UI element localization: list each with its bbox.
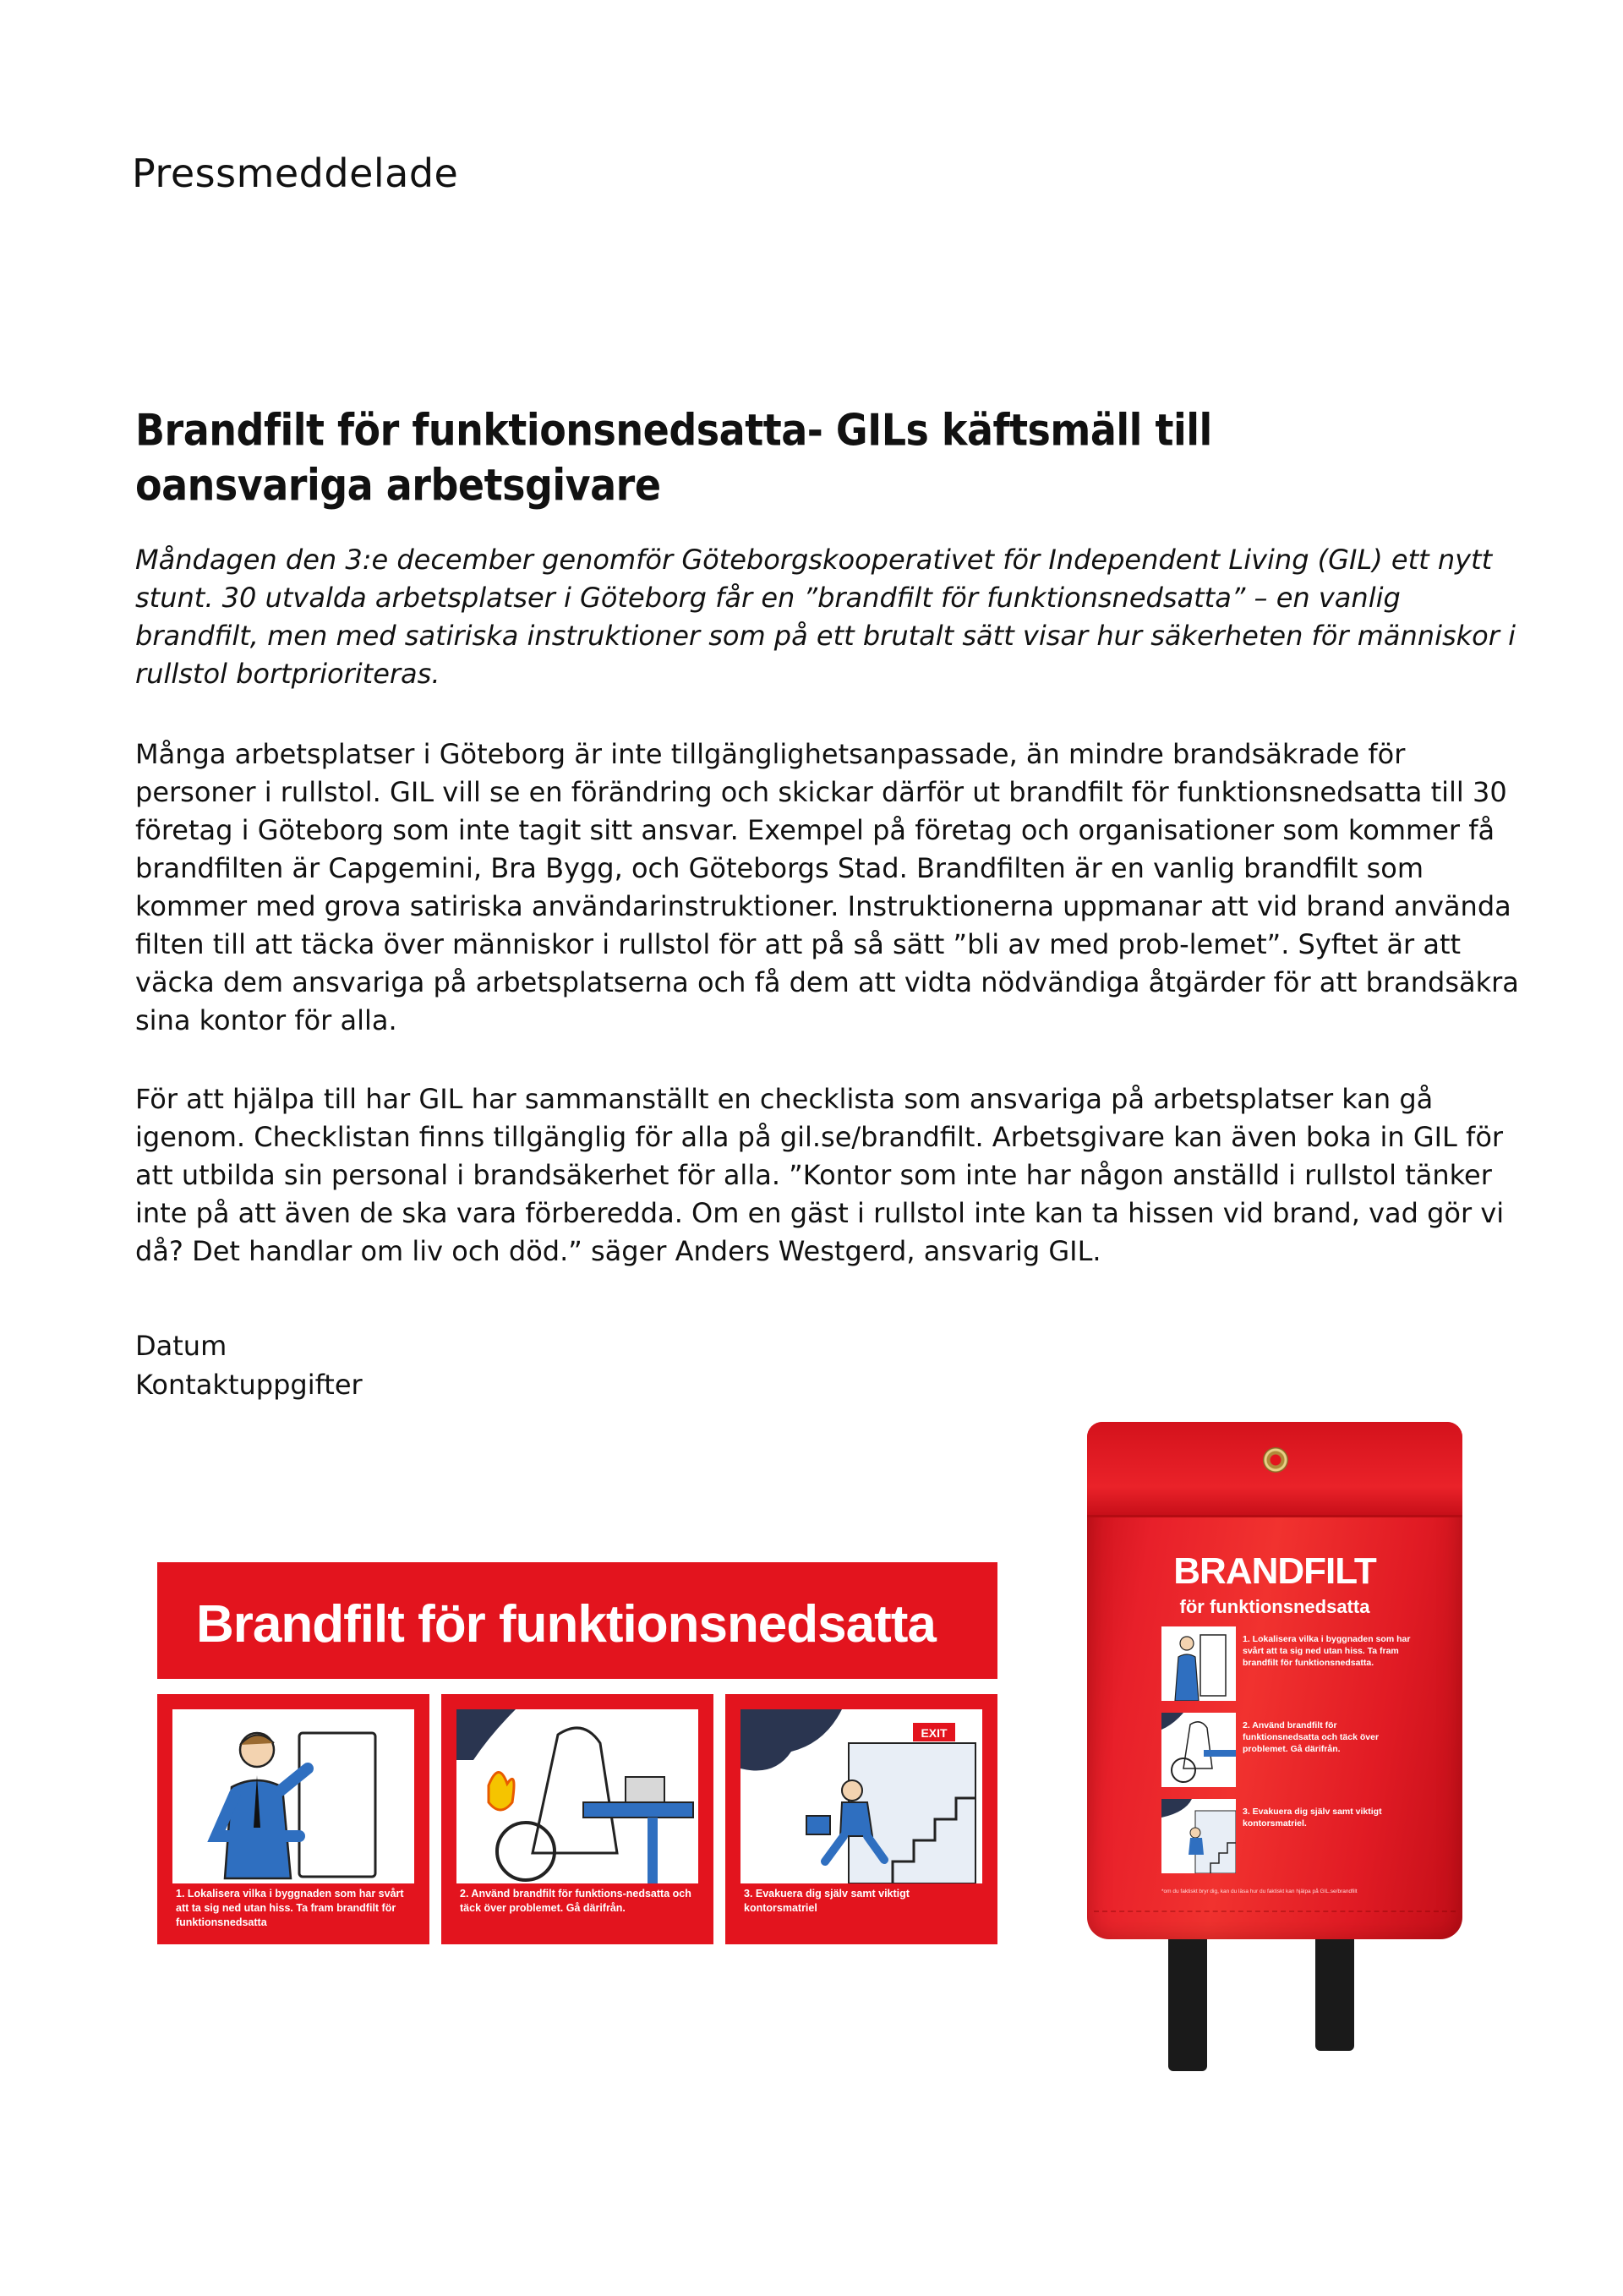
pouch-step-1	[1161, 1626, 1420, 1704]
grommet-icon	[1263, 1447, 1288, 1473]
pouch-flap	[1087, 1422, 1462, 1517]
exit-sign-text: EXIT	[921, 1726, 948, 1740]
contact-line: Kontaktuppgifter	[135, 1369, 363, 1401]
body-paragraph-1: Många arbetsplatser i Göteborg är inte tillgänglighetsanpassade, än mindre brandsäkrade för personer i rullstol. GIL vill se en förändring och skickar därför ut brandfilt för funktionsnedsatta till 30 företag i Göteborg som inte tagit sitt ansvar. Exempel på företag och organisationer som kommer få brandfilten är Capgemini, Bra Bygg, och Göteborgs Stad. Brandfilten är en vanlig brandfilt som kommer med grova satiriska användarinstruktioner. Instruktionerna uppmanar att vid brand använda filten till att täcka över människor i rullstol för att på så sätt ”bli av med prob-lemet”. Syftet är att väcka dem ansvariga på arbetsplatserna och få dem att vidta nödvändiga åtgärder för att brandsäkra sina kontor för alla.	[135, 738, 1519, 1036]
pouch-seam	[1094, 1911, 1456, 1912]
pouch-step-1-text: 1. Lokalisera vilka i byggnaden som har svårt att ta sig ned utan hiss. Ta fram brandfilt för funktionsnedsatta.	[1243, 1634, 1411, 1668]
man-holding-blanket-icon	[172, 1709, 414, 1883]
lead-paragraph: Måndagen den 3:e december genomför Göteborgskooperativet för Independent Living (GIL) ett nytt stunt. 30 utvalda arbetsplatser i Göteborg får en ”brandfilt för funktionsnedsatta” – en vanlig brandfilt, men med satiriska instruktioner som på ett brutalt sätt visar hur säkerheten för människor i rullstol bortprioriteras.	[135, 544, 1516, 690]
sign-panel-3	[725, 1694, 997, 1944]
man-escaping-stairs-icon	[1161, 1799, 1236, 1873]
pouch-footnote: *om du faktiskt bryr dig, kan du läsa hur du faktiskt kan hjälpa på GIL.se/brandfilt	[1161, 1889, 1358, 1894]
sign-panel-2	[441, 1694, 713, 1944]
fire-blanket-pouch	[1080, 1412, 1469, 2080]
sign-banner	[157, 1562, 997, 1679]
pouch-body	[1087, 1422, 1462, 1939]
instruction-sign	[157, 1562, 997, 1944]
sign-panel-2-caption: 2. Använd brandfilt för funktions-nedsatta och täck över problemet. Gå därifrån.	[460, 1888, 691, 1914]
sign-panel-1	[157, 1694, 429, 1944]
pouch-step-3-text: 3. Evakuera dig själv samt viktigt kontorsmatriel.	[1243, 1807, 1382, 1829]
date-line: Datum	[135, 1330, 227, 1362]
pouch-subtitle: för funktionsnedsatta	[1179, 1596, 1370, 1617]
pouch-step-2	[1161, 1713, 1420, 1790]
man-escaping-stairs-icon	[740, 1709, 982, 1883]
headline	[135, 402, 1319, 512]
headline-line-2: oansvariga arbetsgivare	[135, 459, 661, 511]
pouch-step-3	[1161, 1799, 1420, 1877]
sign-panel-1-caption: 1. Lokalisera vilka i byggnaden som har svårt att ta sig ned utan hiss. Ta fram brandfilt för funktionsnedsatta	[176, 1888, 404, 1928]
man-holding-blanket-icon	[1161, 1626, 1236, 1701]
covered-wheelchair-user-icon	[456, 1709, 698, 1883]
pouch-step-2-text: 2. Använd brandfilt för funktionsnedsatta och täck över problemet. Gå därifrån.	[1243, 1720, 1380, 1754]
document-label: Pressmeddelade	[132, 150, 459, 196]
headline-line-1: Brandfilt för funktionsnedsatta- GILs käftsmäll till	[135, 404, 1212, 456]
covered-wheelchair-user-icon	[1161, 1713, 1236, 1787]
sign-panel-3-caption: 3. Evakuera dig själv samt viktigt kontorsmatriel	[744, 1888, 910, 1914]
pouch-title: BRANDFILT	[1173, 1550, 1376, 1592]
body-paragraph-2: För att hjälpa till har GIL har sammanställt en checklista som ansvariga på arbetsplatser kan gå igenom. Checklistan finns tillgänglig för alla på gil.se/brandfilt. Arbetsgivare kan även boka in GIL för att utbilda sin personal i brandsäkerhet för alla. ”Kontor som inte har någon anställd i rullstol tänker inte på att även de ska vara förberedda. Om en gäst i rullstol inte kan ta hissen vid brand, vad gör vi då? Det handlar om liv och död.” säger Anders Westgerd, ansvarig GIL.	[135, 1083, 1505, 1267]
sign-title: Brandfilt för funktionsnedsatta	[196, 1595, 936, 1654]
